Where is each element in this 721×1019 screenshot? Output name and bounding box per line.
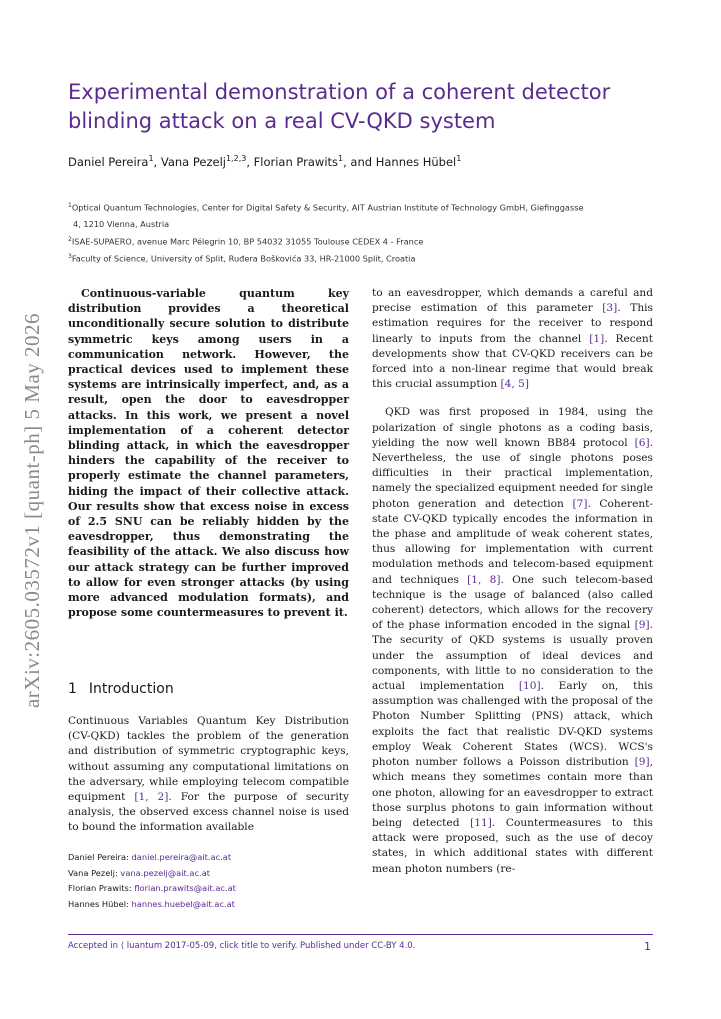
affiliation-text: Optical Quantum Technologies, Center for Digital Safety & Security, AIT Austrian Institute of Technology GmbH, Giefinggasse: [71, 202, 584, 213]
email-line: [68, 881, 349, 897]
email-name: Daniel Pereira:: [68, 852, 132, 862]
citation-link[interactable]: [6]: [634, 436, 650, 449]
citation-link[interactable]: [1]: [589, 332, 605, 345]
citation-link[interactable]: [4, 5]: [500, 378, 530, 391]
author-name: Florian Prawits: [253, 154, 339, 169]
citation-link[interactable]: [1, 8]: [467, 573, 501, 586]
email-link[interactable]: hannes.huebel@ait.ac.at: [131, 898, 235, 909]
citation-link[interactable]: [9]: [634, 619, 650, 632]
affiliation-text: ISAE-SUPAERO, avenue Marc Pélegrin 10, BP 54032 31055 Toulouse CEDEX 4 - France: [71, 236, 424, 247]
body-text: QKD was first proposed in 1984, using the polarization of single photons as a coding basis, yielding the now well known BB84 protocol: [372, 406, 653, 449]
right-column: [372, 286, 653, 877]
affiliation-mark: 2: [68, 235, 72, 243]
body-text: to an eavesdropper, which demands a careful and precise estimation of this parameter: [372, 287, 653, 315]
paper-title[interactable]: Experimental demonstration of a coherent detector blinding attack on a real CV-QKD system: [68, 80, 611, 133]
left-column: [68, 286, 349, 620]
body-text: , which means they sometimes contain more than one photon, allowing for an eavesdropper to extract those surplus photons to gain information without being detected: [372, 756, 653, 829]
author-separator: , and: [343, 154, 376, 169]
email-line: [68, 897, 349, 913]
citation-link[interactable]: [9]: [634, 756, 650, 769]
affiliation-line-cont: 4, 1210 Vienna, Austria: [73, 218, 170, 229]
author-list: [68, 154, 668, 169]
email-footnote: [68, 850, 349, 912]
arxiv-identifier-text: arXiv:2605.03572v1 [quant-ph] 5 May 2026: [20, 312, 45, 708]
body-text: . Recent developments show that CV-QKD receivers can be forced into a non-linear regime that would break this crucial assumption: [372, 332, 653, 391]
author-affiliation-mark: 1: [456, 154, 462, 163]
section-number: 1: [68, 681, 77, 697]
citation-link[interactable]: [1, 2]: [134, 791, 169, 804]
footer-acceptance-link[interactable]: Accepted in ⟨ luantum 2017-05-09, click title to verify. Published under CC-BY 4.0.: [68, 941, 416, 951]
affiliation-mark: 3: [68, 253, 72, 261]
body-text: Continuous Variables Quantum Key Distribution (CV-QKD) tackles the problem of the generation and distribution of symmetric cryptographic keys, without assuming any computational limitations on the adversary, while employing telecom compatible equipment: [68, 715, 349, 804]
author-separator: ,: [153, 154, 161, 169]
body-paragraph: [372, 286, 653, 392]
citation-link[interactable]: [10]: [518, 680, 541, 693]
email-link[interactable]: daniel.pereira@ait.ac.at: [131, 852, 232, 862]
intro-paragraph: [68, 714, 349, 836]
affiliation-mark: 1: [68, 202, 72, 209]
abstract-text: Continuous-variable quantum key distribution provides a theoretical unconditionally secure solution to distribute symmetric keys among users in a communication network. However, the practical devices used to implement these systems are intrinsically imperfect, and, as a result, open the door to eavesdropper attacks. In this work, we present a novel implementation of a coherent detector blinding attack, in which the eavesdropper hinders the capability of the receiver to properly estimate the channel parameters, hiding the impact of their collective attack. Our results show that excess noise in excess of 2.5 SNU can be reliably hidden by the eavesdropper, thus demonstrating the feasibility of the attack. We also discuss how our attack strategy can be further improved to allow for even stronger attacks (by using more advanced modulation formats), and propose some countermeasures to prevent it.: [68, 287, 349, 620]
page-footer: [68, 941, 653, 951]
section-heading: [68, 681, 174, 697]
arxiv-identifier: [18, 285, 48, 735]
footer-divider: [68, 934, 653, 935]
citation-link[interactable]: [7]: [572, 497, 588, 510]
body-text: . Early on, this assumption was challenged with the proposal of the Photon Number Splitting (PNS) attack, which exploits the fact that realistic DV-QKD systems employ Weak Coherent States (WCS). WCS's photon number follows a Poisson distribution: [372, 680, 653, 769]
page-number: 1: [644, 940, 651, 953]
email-name: Hannes Hübel:: [68, 898, 132, 909]
author-separator: ,: [246, 154, 254, 169]
body-paragraph: [372, 405, 653, 876]
body-text: . Countermeasures to this attack were proposed, such as the use of decoy states, in which additional states with different mean photon numbers (re-: [372, 816, 653, 875]
body-text: . The security of QKD systems is usually proven under the assumption of ideal devices and components, with little to no consideration to the actual implementation: [372, 619, 653, 693]
affiliation-list: [68, 198, 658, 267]
email-line: [68, 850, 349, 866]
affiliation-text: Faculty of Science, University of Split, Ruđera Boškovića 33, HR-21000 Split, Croatia: [71, 254, 416, 265]
body-text: . This estimation requires for the receiver to respond linearly to inputs from the channel: [372, 302, 653, 345]
author-affiliation-mark: 1: [338, 154, 344, 163]
email-name: Florian Prawits:: [68, 883, 135, 893]
author-name: Vana Pezelj: [160, 154, 226, 169]
citation-link[interactable]: [11]: [470, 816, 492, 829]
abstract: [68, 286, 349, 620]
affiliation-line: [68, 198, 658, 216]
affiliation-line: [68, 232, 658, 250]
affiliation-line: [68, 249, 658, 267]
citation-link[interactable]: [3]: [602, 302, 618, 315]
body-text: . One such telecom-based technique is the usage of balanced (also called coherent) detectors, which allows for the recovery of the phase information encoded in the signal: [372, 573, 653, 632]
body-text: . For the purpose of security analysis, the observed excess channel noise is used to bound the information available: [68, 791, 349, 834]
email-link[interactable]: florian.prawits@ait.ac.at: [134, 883, 236, 893]
author-name: Hannes Hübel: [375, 154, 457, 169]
author-affiliation-mark: 1: [148, 154, 154, 163]
body-text: . Nevertheless, the use of single photons poses difficulties in their practical implementation, namely the specialized equipment needed for single photon generation and detection: [372, 436, 653, 510]
author-name: Daniel Pereira: [68, 154, 149, 169]
email-name: Vana Pezelj:: [68, 867, 121, 878]
author-affiliation-mark: 1,2,3: [225, 154, 247, 163]
email-line: [68, 866, 349, 882]
body-text: . Coherent-state CV-QKD typically encodes the information in the phase and amplitude of weak coherent states, thus allowing for implementation with current modulation methods and telecom-based equipment and techniques: [372, 497, 653, 586]
section-title: Introduction: [88, 681, 174, 697]
email-link[interactable]: vana.pezelj@ait.ac.at: [120, 867, 211, 878]
